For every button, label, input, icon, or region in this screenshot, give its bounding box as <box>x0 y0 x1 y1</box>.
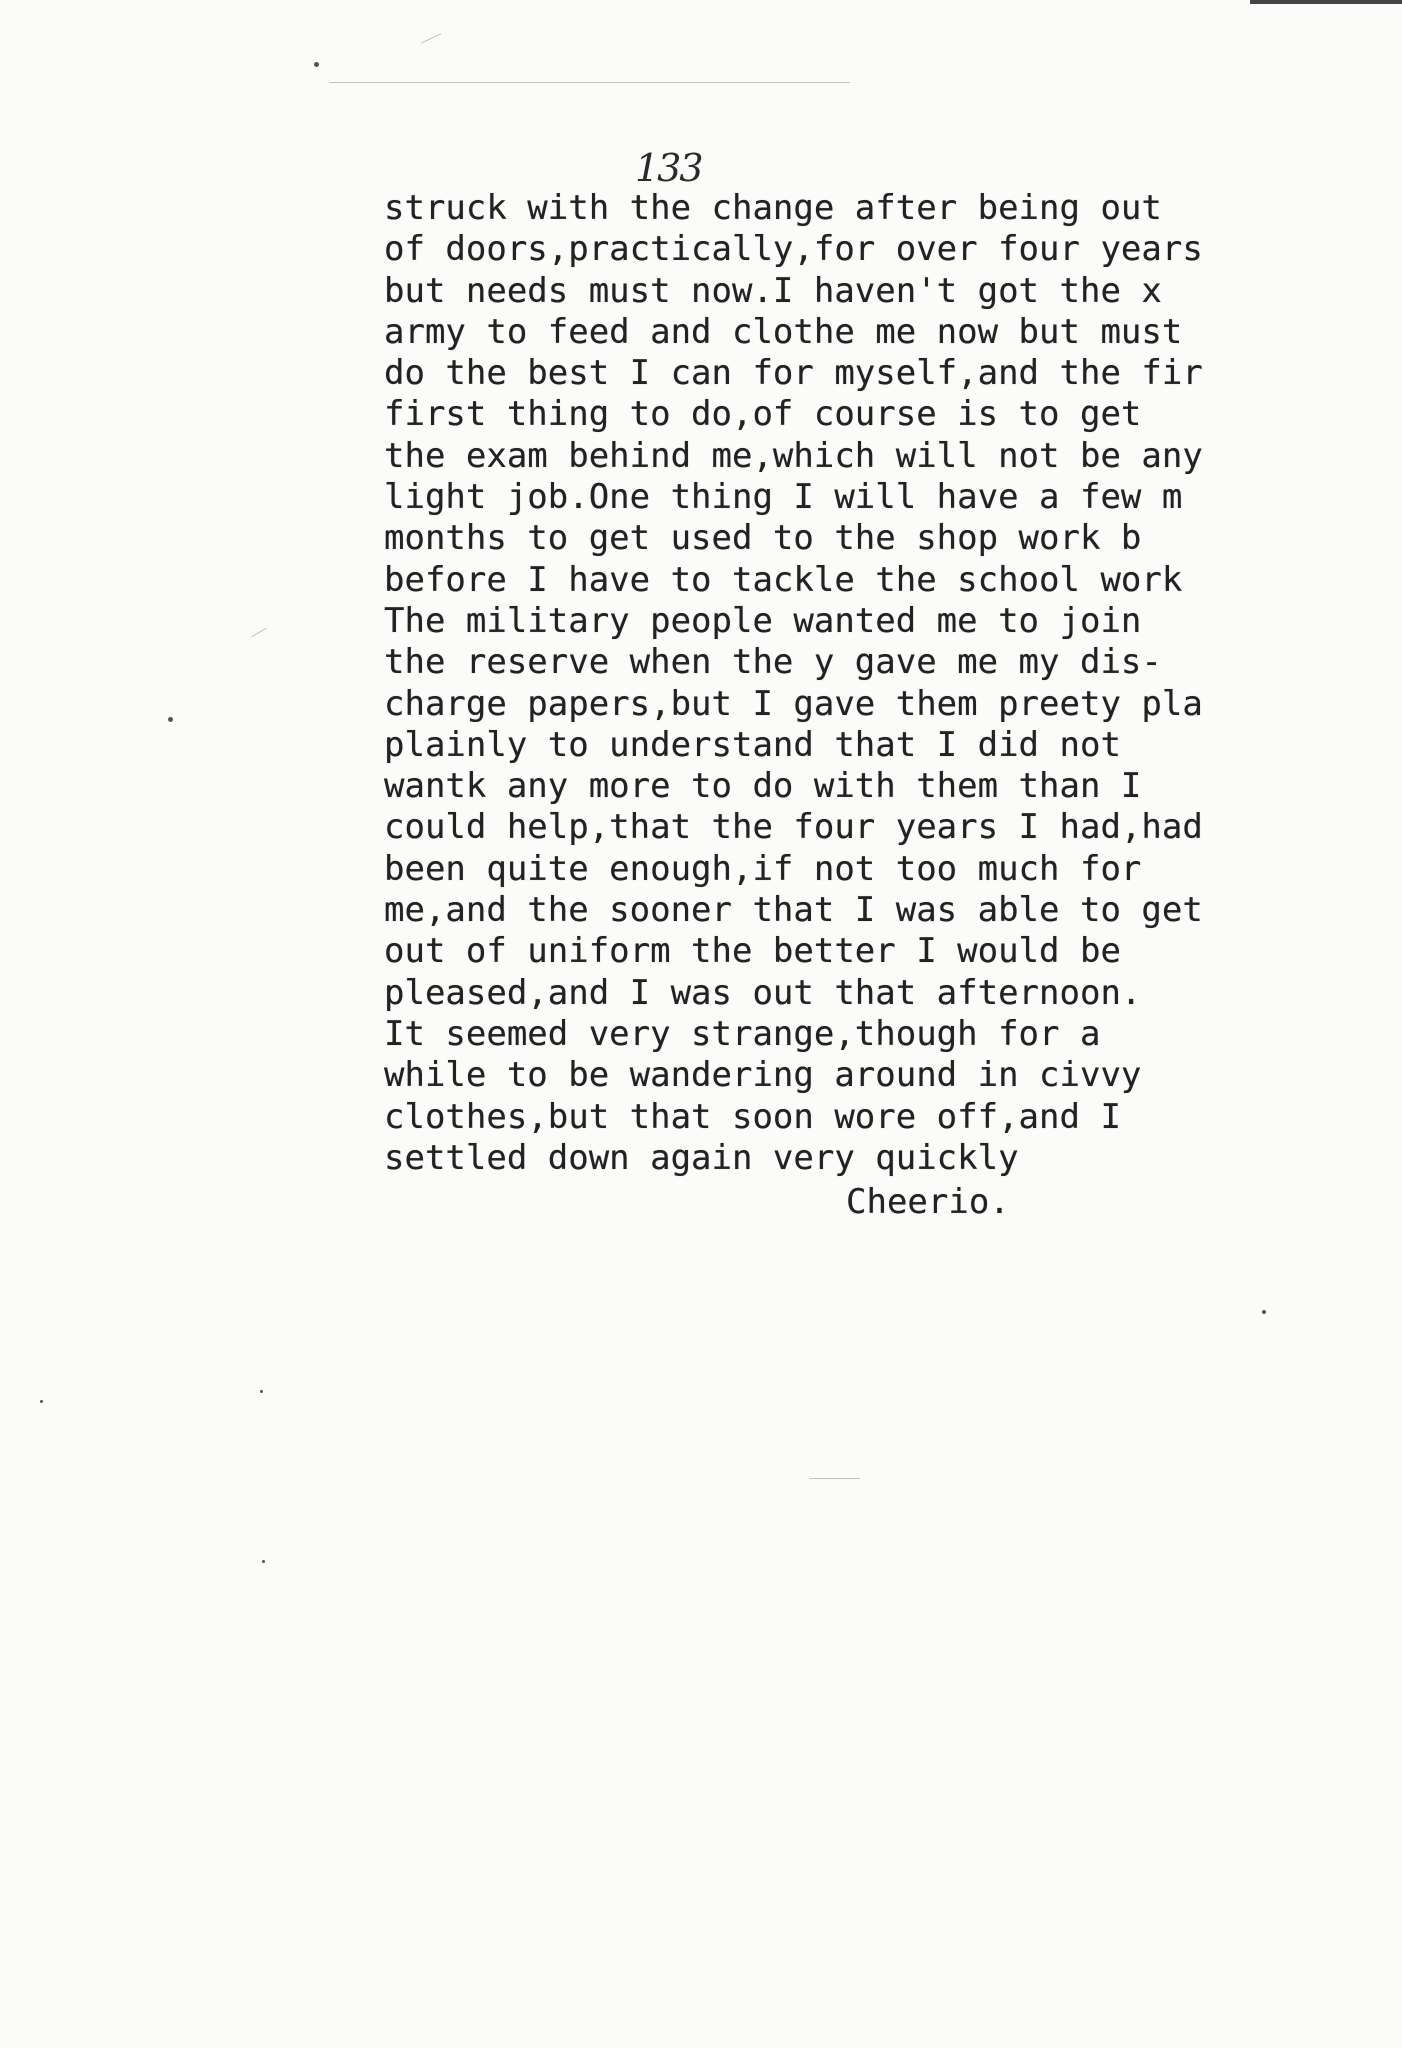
scan-speck <box>260 1390 263 1393</box>
text-line: the exam behind me,which will not be any <box>384 435 1203 476</box>
scan-smudge <box>251 628 267 638</box>
text-line: struck with the change after being out <box>384 188 1162 228</box>
page-number: 133 <box>635 146 702 190</box>
text-line: light job.One thing I will have a few m <box>384 477 1183 518</box>
text-line: of doors,practically,for over four years <box>384 229 1203 270</box>
closing-signoff: Cheerio. <box>846 1182 1010 1222</box>
text-line: out of uniform the better I would be <box>384 931 1121 972</box>
text-line: wantk any more to do with them than I <box>384 766 1142 807</box>
scan-speck <box>168 717 173 722</box>
text-line: months to get used to the shop work b <box>384 518 1142 559</box>
text-line: clothes,but that soon wore off,and I <box>384 1096 1121 1137</box>
text-line: plainly to understand that I did not <box>384 724 1121 765</box>
text-line: while to be wandering around in civvy <box>384 1055 1142 1096</box>
text-line: first thing to do,of course is to get <box>384 394 1142 435</box>
page-edge-mark <box>1250 0 1402 4</box>
scan-speck <box>40 1400 43 1403</box>
text-line: The military people wanted me to join <box>384 600 1142 641</box>
scan-smudge <box>421 33 441 43</box>
scan-speck <box>262 1560 265 1563</box>
scan-smudge <box>810 1478 860 1479</box>
text-line: army to feed and clothe me now but must <box>384 311 1183 352</box>
text-line: the reserve when the y gave me my dis- <box>384 642 1162 683</box>
text-line: pleased,and I was out that afternoon. <box>384 972 1142 1013</box>
text-line: charge papers,but I gave them preety pla <box>384 683 1203 724</box>
text-line: before I have to tackle the school work <box>384 559 1183 600</box>
text-line: but needs must now.I haven't got the x <box>384 270 1162 311</box>
text-line: do the best I can for myself,and the fir <box>384 353 1203 394</box>
scan-speck <box>314 62 319 67</box>
scan-smudge <box>330 82 850 83</box>
text-line: been quite enough,if not too much for <box>384 848 1142 889</box>
text-line: me,and the sooner that I was able to get <box>384 890 1203 931</box>
scan-speck <box>1262 1310 1266 1314</box>
typed-letter-body <box>384 188 1384 1179</box>
text-line: could help,that the four years I had,had <box>384 807 1203 848</box>
text-line: It seemed very strange,though for a <box>384 1013 1101 1054</box>
text-line: settled down again very quickly <box>384 1137 1019 1178</box>
